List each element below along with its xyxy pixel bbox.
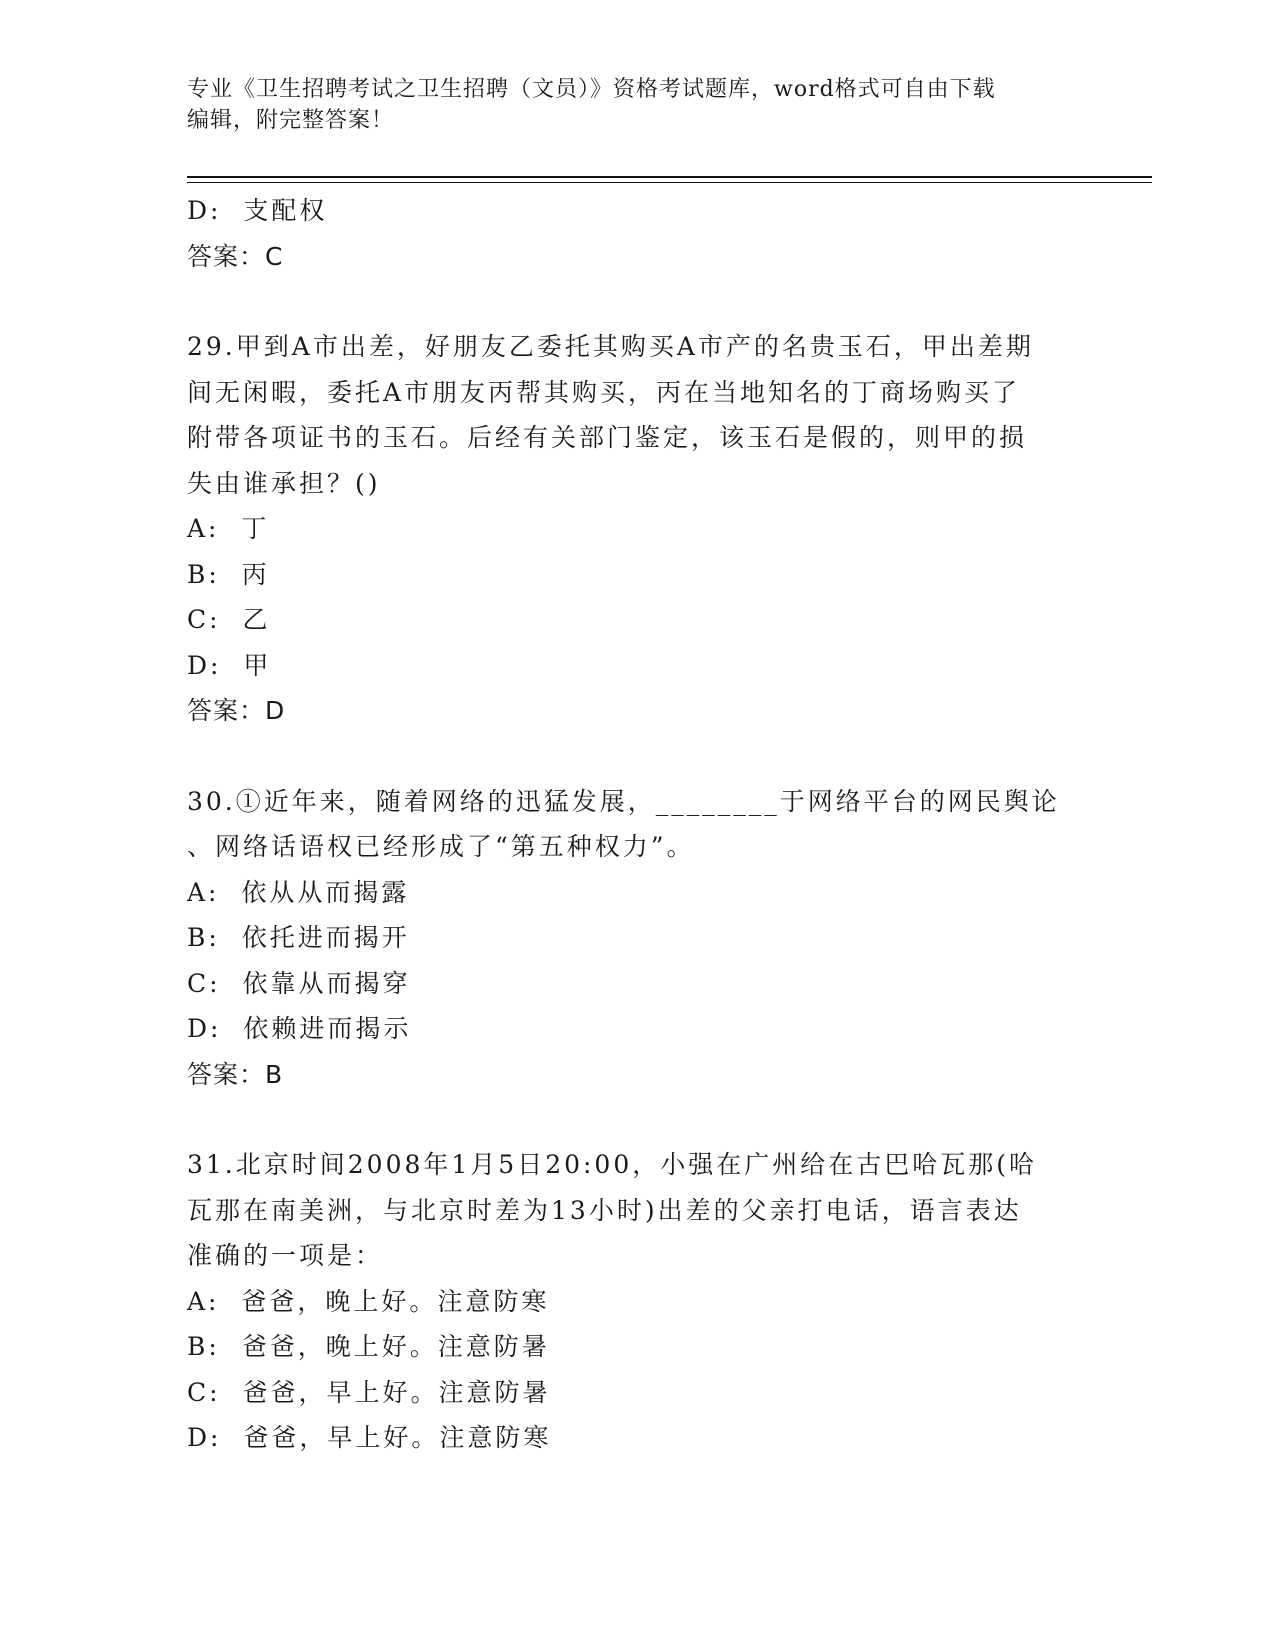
option-d: D: 支配权 [187, 196, 328, 225]
document-body [187, 188, 1087, 1461]
question-30 [187, 779, 1087, 1098]
option-b: B: 爸爸，晚上好。注意防暑 [187, 1332, 550, 1361]
option-b: B: 依托进而揭开 [187, 923, 410, 952]
option-d: D: 依赖进而揭示 [187, 1014, 412, 1043]
option-b: B: 丙 [187, 559, 270, 589]
option-c: C: 爸爸，早上好。注意防暑 [187, 1377, 551, 1407]
question-text-line: 、网络话语权已经形成了“第五种权力”。 [187, 832, 695, 861]
option-d: D: 爸爸，早上好。注意防寒 [187, 1423, 552, 1452]
question-text-line: 瓦那在南美洲，与北京时差为13小时)出差的父亲打电话，语言表达 [187, 1195, 1022, 1225]
header-divider-thin [187, 182, 1152, 183]
spacer [187, 279, 1087, 324]
question-29 [187, 324, 1087, 734]
question-text-line: 31.北京时间2008年1月5日20:00，小强在广州给在古巴哈瓦那(哈 [187, 1150, 1037, 1179]
option-a: A: 爸爸，晚上好。注意防寒 [187, 1286, 550, 1316]
question-text-line: 失由谁承担？() [187, 468, 381, 498]
document-header [187, 74, 1067, 136]
answer-line: 答案：C [187, 241, 284, 271]
option-a: A: 依从从而揭露 [187, 877, 410, 907]
header-line-1: 专业《卫生招聘考试之卫生招聘（文员）》资格考试题库，word格式可自由下载 [187, 77, 996, 102]
question-31 [187, 1142, 1087, 1461]
option-c: C: 依靠从而揭穿 [187, 968, 411, 998]
header-line-2: 编辑，附完整答案！ [187, 108, 395, 133]
question-text-line: 附带各项证书的玉石。后经有关部门鉴定，该玉石是假的，则甲的损 [187, 423, 1028, 452]
question-text-line: 间无闲暇，委托A市朋友丙帮其购买，丙在当地知名的丁商场购买了 [187, 377, 1021, 407]
option-c: C: 乙 [187, 605, 271, 634]
question-text-line: 30.①近年来，随着网络的迅猛发展，________于网络平台的网民舆论 [187, 786, 1060, 816]
option-d: D: 甲 [187, 650, 272, 680]
header-divider-thick [187, 176, 1152, 178]
option-a: A: 丁 [187, 514, 270, 543]
answer-line: 答案：D [187, 696, 286, 725]
previous-question-tail [187, 188, 1087, 279]
question-text-line: 准确的一项是： [187, 1241, 384, 1270]
spacer [187, 734, 1087, 779]
spacer [187, 1097, 1087, 1142]
answer-line: 答案：B [187, 1059, 284, 1089]
question-text-line: 29.甲到A市出差，好朋友乙委托其购买A市产的名贵玉石，甲出差期 [187, 332, 1034, 361]
